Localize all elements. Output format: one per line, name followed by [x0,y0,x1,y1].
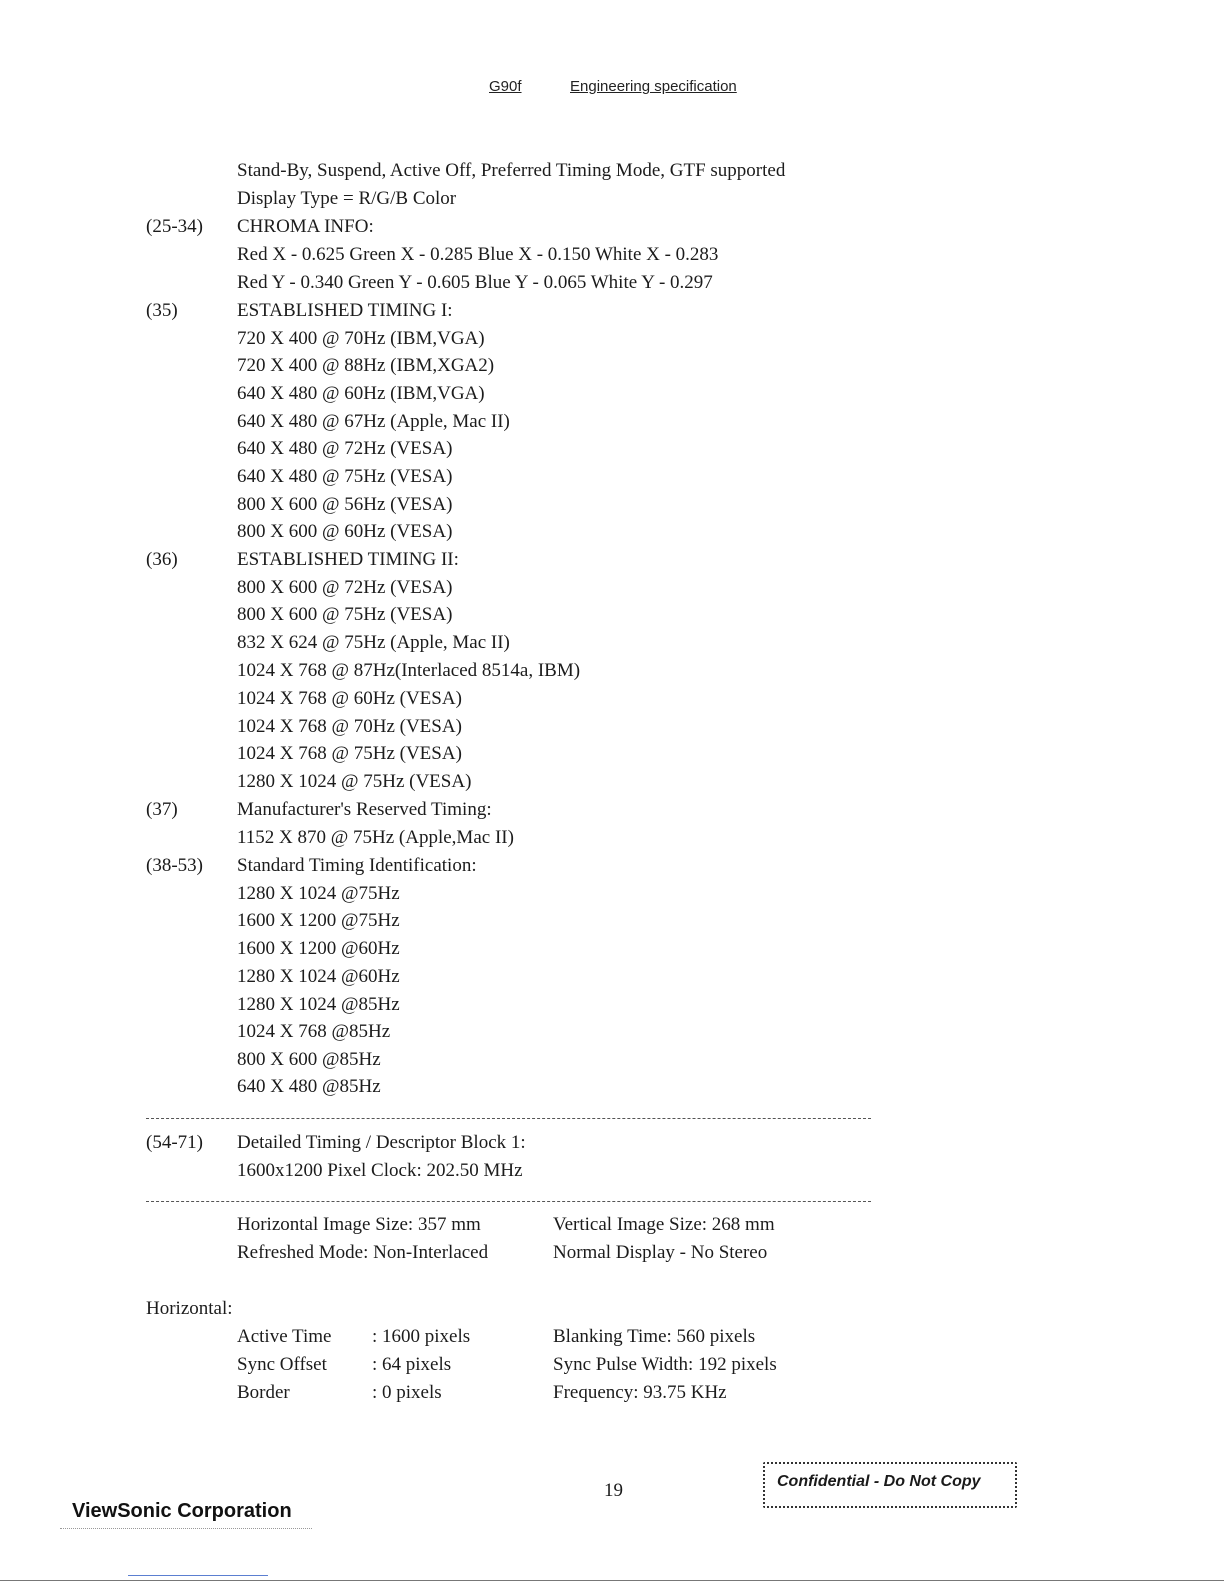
param-value: : 64 pixels [372,1354,452,1375]
param-value: : 1600 pixels [372,1326,471,1347]
dashed-separator [146,1118,871,1119]
timing-line: 1280 X 1024 @85Hz [237,994,400,1015]
section-title: ESTABLISHED TIMING I: [237,300,453,321]
company-name: ViewSonic Corporation [72,1500,292,1522]
timing-line: 800 X 600 @ 56Hz (VESA) [237,494,453,515]
timing-line: 1280 X 1024 @60Hz [237,966,400,987]
param-right: Sync Pulse Width: 192 pixels [553,1354,777,1375]
param-right: Blanking Time: 560 pixels [553,1326,756,1347]
confidential-text: Confidential - Do Not Copy [777,1473,981,1490]
timing-line: 800 X 600 @ 72Hz (VESA) [237,577,453,598]
timing-line: 1024 X 768 @ 60Hz (VESA) [237,688,462,709]
timing-line: 640 X 480 @ 67Hz (Apple, Mac II) [237,411,510,432]
timing-line: 640 X 480 @85Hz [237,1076,381,1097]
timing-line: 1152 X 870 @ 75Hz (Apple,Mac II) [237,827,514,848]
timing-line: 1024 X 768 @ 70Hz (VESA) [237,716,462,737]
timing-line: 640 X 480 @ 72Hz (VESA) [237,438,453,459]
section-number: (36) [146,549,178,570]
horizontal-label: Horizontal: [146,1298,233,1319]
vertical-image-size: Vertical Image Size: 268 mm [553,1214,775,1235]
confidential-stamp [763,1462,1017,1508]
section-title: Standard Timing Identification: [237,855,477,876]
scan-mark [128,1575,268,1576]
pixel-clock-line: 1600x1200 Pixel Clock: 202.50 MHz [237,1160,523,1181]
bottom-rule [0,1580,1224,1581]
timing-line: 1280 X 1024 @ 75Hz (VESA) [237,771,472,792]
timing-line: 1024 X 768 @85Hz [237,1021,391,1042]
param-key: Sync Offset [237,1354,327,1375]
chroma-line: Red X - 0.625 Green X - 0.285 Blue X - 0.150 White X - 0.283 [237,244,719,265]
header-title: Engineering specification [570,78,737,95]
page-number: 19 [604,1480,623,1501]
section-title: ESTABLISHED TIMING II: [237,549,459,570]
timing-line: 1024 X 768 @ 75Hz (VESA) [237,743,462,764]
section-number: (38-53) [146,855,203,876]
timing-line: 1280 X 1024 @75Hz [237,883,400,904]
param-key: Active Time [237,1326,332,1347]
timing-line: 1024 X 768 @ 87Hz(Interlaced 8514a, IBM) [237,660,581,681]
section-number: (35) [146,300,178,321]
timing-line: 1600 X 1200 @60Hz [237,938,400,959]
timing-line: 800 X 600 @ 75Hz (VESA) [237,604,453,625]
header-model: G90f [489,78,522,95]
footer-rule [60,1528,312,1529]
timing-line: 832 X 624 @ 75Hz (Apple, Mac II) [237,632,510,653]
display-mode: Normal Display - No Stereo [553,1242,768,1263]
section-number: (37) [146,799,178,820]
param-value: : 0 pixels [372,1382,442,1403]
timing-line: 800 X 600 @85Hz [237,1049,381,1070]
timing-line: 720 X 400 @ 88Hz (IBM,XGA2) [237,355,495,376]
horizontal-image-size: Horizontal Image Size: 357 mm [237,1214,481,1235]
section-title: CHROMA INFO: [237,216,374,237]
intro-line: Display Type = R/G/B Color [237,188,457,209]
intro-line: Stand-By, Suspend, Active Off, Preferred Timing Mode, GTF supported [237,160,786,181]
param-key: Border [237,1382,290,1403]
timing-line: 1600 X 1200 @75Hz [237,910,400,931]
refresh-mode: Refreshed Mode: Non-Interlaced [237,1242,489,1263]
param-right: Frequency: 93.75 KHz [553,1382,727,1403]
timing-line: 640 X 480 @ 75Hz (VESA) [237,466,453,487]
section-title: Manufacturer's Reserved Timing: [237,799,492,820]
chroma-line: Red Y - 0.340 Green Y - 0.605 Blue Y - 0.065 White Y - 0.297 [237,272,713,293]
section-number: (25-34) [146,216,203,237]
dashed-separator [146,1201,871,1202]
section-title: Detailed Timing / Descriptor Block 1: [237,1132,526,1153]
section-number: (54-71) [146,1132,203,1153]
timing-line: 800 X 600 @ 60Hz (VESA) [237,521,453,542]
timing-line: 640 X 480 @ 60Hz (IBM,VGA) [237,383,485,404]
timing-line: 720 X 400 @ 70Hz (IBM,VGA) [237,328,485,349]
